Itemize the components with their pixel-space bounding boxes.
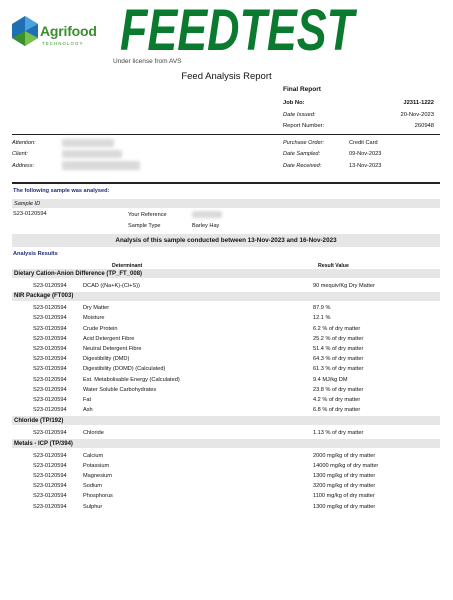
row-result-value: 1.13 % of dry matter [313,429,364,436]
row-sample-id: S23-0120594 [33,376,67,383]
row-result-value: 25.2 % of dry matter [313,335,364,342]
row-determinant: Phosphorus [83,493,113,500]
feedtest-wordmark: FEEDTEST [120,0,358,58]
feedtest-logo [118,0,358,58]
address-label: Address: [12,163,35,169]
row-sample-id: S23-0120594 [33,305,67,312]
row-sample-id: S23-0120594 [33,315,67,322]
row-sample-id: S23-0120594 [33,397,67,403]
row-determinant: Potassium [83,462,110,469]
date-sampled-label: Date Sampled: [283,151,321,157]
row-determinant: Fat [83,397,92,403]
row-determinant: Calcium [83,452,104,459]
row-sample-id: S23-0120594 [33,503,67,510]
row-result-value: 6.8 % of dry matter [313,407,361,414]
row-result-value: 64.3 % of dry matter [313,356,364,363]
row-sample-id: S23-0120594 [33,325,67,332]
row-determinant: Dry Matter [83,305,110,312]
row-determinant: Magnesium [83,473,112,479]
row-sample-id: S23-0120594 [33,429,67,436]
row-sample-id: S23-0120594 [33,407,67,414]
row-determinant: Chloride [83,429,104,436]
page-title: Feed Analysis Report [181,71,272,82]
purchase-order-value: Credit Card [349,140,378,146]
row-result-value: 12.1 % [313,315,331,322]
divider [12,134,440,135]
result-group-name: NIR Package (FT003) [14,293,74,300]
agrifood-wordmark: Agrifood [40,23,97,39]
results-title: Analysis Results [13,251,58,257]
result-group-header [12,269,440,278]
report-number-label: Report Number: [283,123,325,129]
row-sample-id: S23-0120594 [33,366,67,373]
sample-id-header [12,199,440,208]
row-result-value: 1300 mg/kg of dry matter [313,473,376,479]
row-result-value: 23.8 % of dry matter [313,386,364,393]
row-result-value: 90 mequiv/Kg Dry Matter [313,282,375,289]
redacted-reference [192,211,222,218]
divider [12,182,440,184]
row-result-value: 51.4 % of dry matter [313,346,364,352]
your-reference-label: Your Reference [128,212,167,218]
result-group-header [12,416,440,425]
date-issued-value: 20-Nov-2023 [400,112,434,118]
purchase-order-label: Purchase Order: [283,140,325,146]
attention-label: Attention: [12,140,36,146]
row-determinant: Sodium [83,483,102,490]
row-result-value: 9.4 MJ/kg DM [313,376,348,383]
column-header-result-value: Result Value [318,263,349,269]
report-status: Final Report [283,86,321,93]
sample-id-label: Sample ID [14,200,41,207]
row-result-value: 2000 mg/kg of dry matter [313,452,376,459]
client-label: Client: [12,151,28,157]
result-group-header [12,292,440,301]
row-determinant: Digestibility (DMD) [83,356,130,363]
row-result-value: 14000 mg/kg of dry matter [313,462,379,469]
row-determinant: Sulphur [83,503,103,510]
row-sample-id: S23-0120594 [33,483,67,490]
row-result-value: 1300 mg/kg of dry matter [313,503,376,510]
date-received-value: 13-Nov-2023 [349,163,382,169]
redacted-client [62,150,122,158]
date-received-label: Date Received: [283,163,322,169]
analysis-period-text: Analysis of this sample conducted between 13-Nov-2023 and 16-Nov-2023 [115,237,337,244]
sample-type-label: Sample Type [128,223,161,229]
row-result-value: 1100 mg/kg of dry matter [313,493,375,500]
row-determinant: DCAD ((Na+K)-(Cl+S)) [83,282,140,289]
row-result-value: 87.9 % [313,305,331,312]
license-note: Under license from AVS [113,58,182,65]
row-determinant: Neutral Detergent Fibre [83,346,142,352]
result-group-name: Chloride (TP/192) [14,417,64,424]
row-sample-id: S23-0120594 [33,335,67,342]
redacted-attention [62,139,114,147]
row-determinant: Est. Metabolisable Energy (Calculated) [83,376,180,383]
date-issued-label: Date Issued: [283,112,316,118]
row-sample-id: S23-0120594 [33,346,67,352]
row-determinant: Ash [83,407,93,414]
agrifood-mark-icon [12,16,38,46]
row-sample-id: S23-0120594 [33,473,67,479]
date-sampled-value: 09-Nov-2023 [349,151,382,157]
row-result-value: 3200 mg/kg of dry matter [313,483,376,490]
analysis-period-bar [12,234,440,247]
row-sample-id: S23-0120594 [33,452,67,459]
result-group-name: Metals - ICP (TP/394) [14,440,73,447]
row-determinant: Moisture [83,315,105,322]
job-no-label: Job No: [283,100,305,106]
result-group-name: Dietary Cation-Anion Difference (TP_FT_008) [14,270,143,277]
redacted-address [62,161,140,170]
agrifood-logo [6,10,106,54]
row-determinant: Acid Detergent Fibre [83,335,135,342]
row-sample-id: S23-0120594 [33,386,67,393]
row-determinant: Crude Protein [83,325,118,332]
row-determinant: Water Soluble Carbohydrates [83,386,157,393]
row-sample-id: S23-0120594 [33,356,67,363]
row-sample-id: S23-0120594 [33,462,67,469]
row-result-value: 61.3 % of dry matter [313,366,364,373]
result-group-header [12,439,440,448]
sample-id-value: S23-0120594 [13,211,47,217]
job-no-value: J2311-1222 [403,100,434,106]
sample-section-title: The following sample was analysed: [13,188,110,194]
sample-type-value: Barley Hay [192,223,220,229]
row-sample-id: S23-0120594 [33,282,67,289]
column-header-determinant: Determinant [112,263,143,269]
row-result-value: 4.2 % of dry matter [313,397,361,403]
row-determinant: Digestibility (DOMD) (Calculated) [83,366,166,373]
agrifood-subtitle: TECHNOLOGY [42,41,84,46]
row-result-value: 6.2 % of dry matter [313,325,361,332]
row-sample-id: S23-0120594 [33,493,67,500]
report-number-value: 260948 [414,123,434,129]
